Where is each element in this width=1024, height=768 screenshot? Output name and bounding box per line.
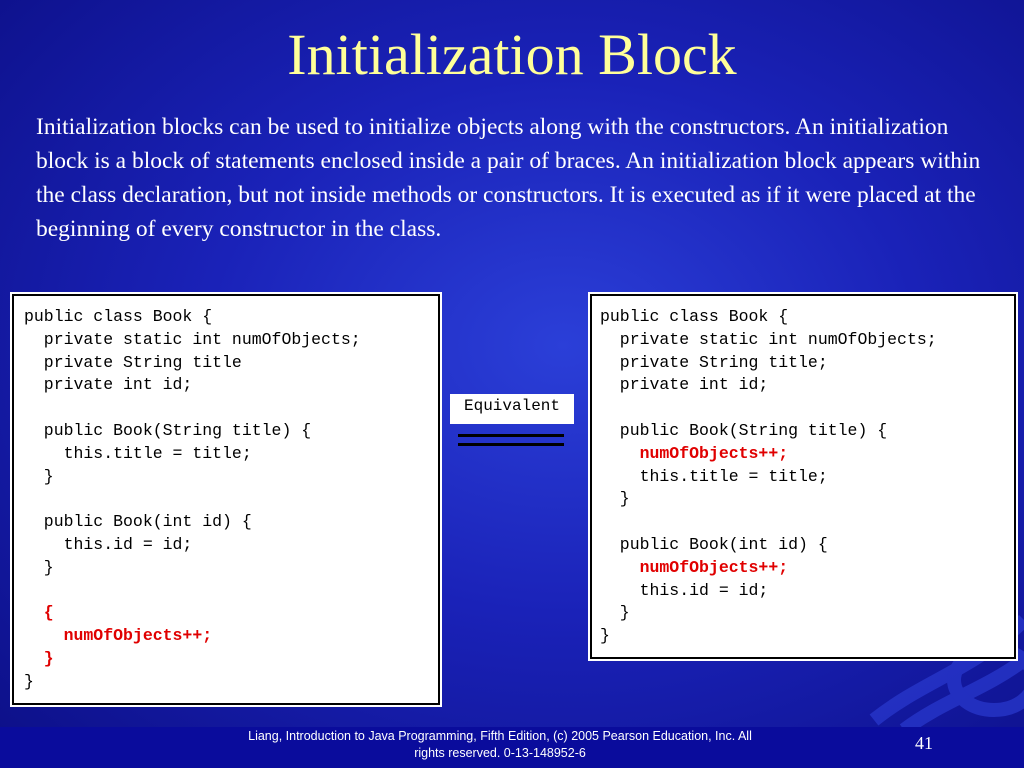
code-line: private String title (24, 352, 242, 372)
code-line-highlight: { (24, 603, 54, 623)
footer-line-1: Liang, Introduction to Java Programming, Fifth Edition, (c) 2005 Pearson Education, Inc. All (248, 729, 752, 743)
code-listing-left (24, 306, 428, 694)
equivalent-label: Equivalent (450, 394, 574, 424)
slide-title: Initialization Block (287, 22, 737, 87)
code-line: } (600, 489, 630, 509)
code-line: } (600, 626, 610, 646)
code-line: public class Book { (600, 307, 789, 326)
code-line: public Book(String title) { (24, 420, 312, 440)
code-line: private int id; (600, 375, 769, 395)
code-block-original (12, 294, 440, 705)
code-line: public class Book { (24, 307, 213, 326)
code-line: } (24, 671, 34, 691)
code-line: this.title = title; (600, 466, 828, 486)
code-line-highlight: } (24, 648, 54, 668)
code-block-equivalent (590, 294, 1016, 659)
code-line: public Book(String title) { (600, 420, 888, 440)
code-line: this.id = id; (600, 580, 769, 600)
page-number: 41 (915, 733, 933, 753)
code-line: } (24, 466, 54, 486)
code-line: this.title = title; (24, 443, 252, 463)
code-listing-right (600, 306, 1006, 648)
code-line: private static int numOfObjects; (24, 329, 361, 349)
equals-line-top (458, 434, 564, 437)
code-line-highlight: numOfObjects++; (600, 557, 789, 577)
code-line: private int id; (24, 375, 193, 395)
code-line: } (600, 603, 630, 623)
code-line-highlight: numOfObjects++; (24, 626, 213, 646)
equals-line-bottom (458, 443, 564, 446)
code-line: public Book(int id) { (24, 512, 252, 532)
footer-line-2: rights reserved. 0-13-148952-6 (414, 746, 586, 760)
code-line: } (24, 557, 54, 577)
code-line-highlight: numOfObjects++; (600, 443, 789, 463)
code-line: public Book(int id) { (600, 534, 828, 554)
code-line: this.id = id; (24, 534, 193, 554)
code-line: private static int numOfObjects; (600, 329, 937, 349)
footer-copyright (200, 728, 800, 762)
code-line: private String title; (600, 352, 828, 372)
intro-paragraph: Initialization blocks can be used to initialize objects along with the constructors. An initialization block is a block of statements enclosed inside a pair of braces. An initialization block appears within the class declaration, but not inside methods or constructors. It is executed as if it were placed at the beginning of every constructor in the class. (36, 114, 981, 242)
